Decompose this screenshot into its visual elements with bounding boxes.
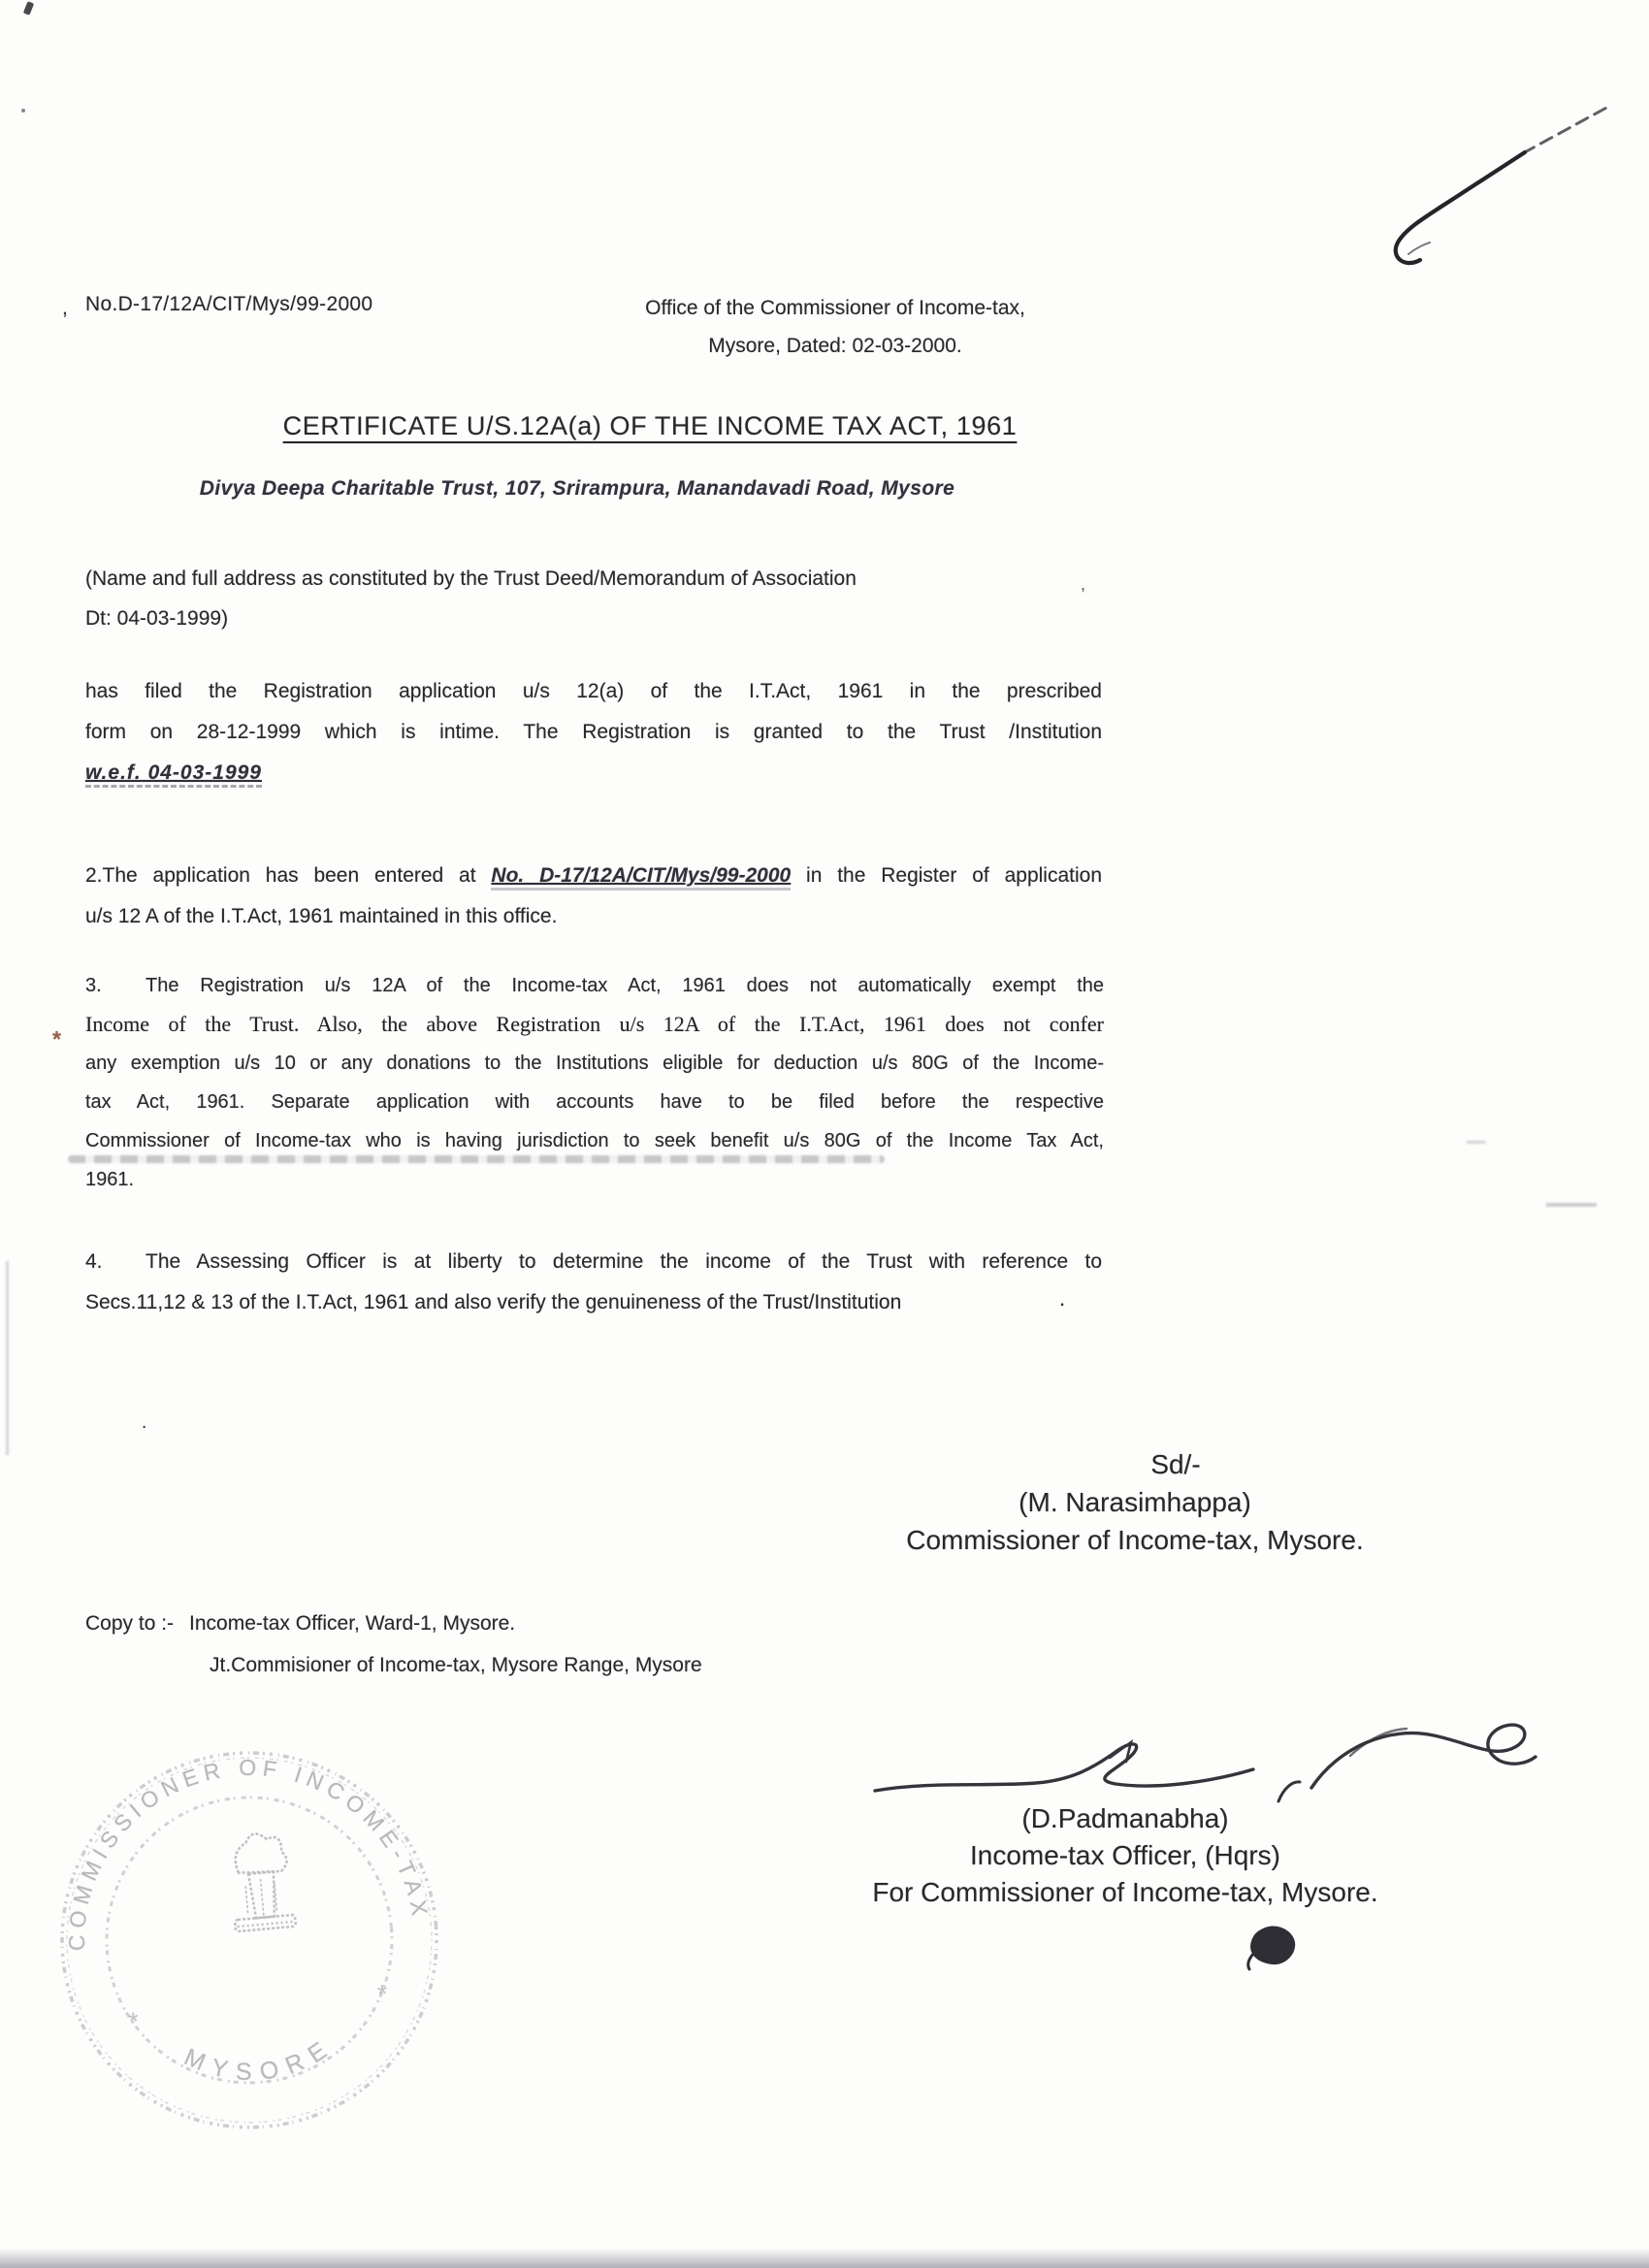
checkmark-tick-icon [1396,107,1608,263]
signature-block-ito [834,1800,1416,1911]
para3-line1-text: The Registration u/s 12A of the Income-tax Act, 1961 does not automatically exempt the [146,975,1104,996]
scan-speck-topleft [23,1,34,16]
paragraph-3 [85,966,1104,1199]
para4-line1 [85,1242,1102,1282]
scan-edge-line [6,1261,9,1455]
paragraph-4 [85,1242,1102,1323]
sd-note: Sd/- [1150,1449,1201,1479]
para4-line2: Secs.11,12 & 13 of the I.T.Act, 1961 and also verify the genuineness of the Trust/Institution [85,1291,902,1313]
para2-line1 [85,856,1102,896]
para3-number: 3. [85,975,102,996]
signature-block-commissioner [854,1445,1416,1559]
official-round-stamp [47,1737,452,2143]
para4-number: 4. [85,1250,103,1273]
signer1-name: (M. Narasimhappa) [1018,1487,1251,1517]
scan-speck-comma: , [62,297,68,319]
ink-blot [1248,1927,1295,1969]
office-header-date: Mysore, Dated: 02-03-2000. [708,335,962,357]
para2-line2: u/s 12 A of the I.T.Act, 1961 maintained in this office. [85,905,558,927]
copy-to-block [85,1603,702,1686]
copy-to-line2: Jt.Commisioner of Income-tax, Mysore Range, Mysore [210,1654,702,1676]
paragraph-name-clause [85,559,1104,638]
para3-line5: Commissioner of Income-tax who is having jurisdiction to seek benefit u/s 80G of the Income Tax Act, [85,1130,1104,1151]
scan-speck-red-mark: * [52,1026,61,1052]
handwritten-signature [875,1725,1536,1801]
scan-smear-dash1 [1546,1203,1597,1207]
stamp-bottom-text: MYSORE [179,2031,340,2087]
para3-line3: any exemption u/s 10 or any donations to the Institutions eligible for deduction u/s 80G of the Income- [85,1053,1104,1074]
copy-to-line1: Income-tax Officer, Ward-1, Mysore. [189,1612,516,1635]
scan-speck-apostrophe: , [1081,574,1086,594]
para2-suffix: in the Register of application [791,864,1103,887]
para1-line1: has filed the Registration application u/s 12(a) of the I.T.Act, 1961 in the prescribed [85,680,1102,702]
scan-smear-dash2 [1467,1141,1486,1144]
stamp-star-right: * [376,1978,389,2009]
name-clause-line: (Name and full address as constituted by the Trust Deed/Memorandum of Association [85,567,857,590]
copy-to-row1 [85,1603,702,1644]
office-header-line1: Office of the Commissioner of Income-tax, [645,297,1025,319]
svg-text:COMMISSIONER OF INCOME-TAX [48,1739,434,1954]
stamp-star-left: * [127,2006,141,2037]
scan-speck-dot2: . [142,1412,147,1433]
para3-line2: Income of the Trust. Also, the above Registration u/s 12A of the I.T.Act, 1961 does not confer [85,1012,1104,1036]
para2-prefix: 2.The application has been entered at [85,864,492,887]
para3-line4: tax Act, 1961. Separate application with accounts have to be filed before the respective [85,1091,1104,1113]
scan-smear-underline [68,1155,885,1163]
paragraph-registration [85,671,1102,794]
para2-register-number: No. D-17/12A/CIT/Mys/99-2000 [491,864,791,891]
para1-wef-line [85,753,1102,794]
name-clause-date: Dt: 04-03-1999) [85,607,229,630]
signer2-for-line: For Commissioner of Income-tax, Mysore. [872,1877,1378,1907]
paragraph-2 [85,856,1102,937]
wef-date: w.e.f. 04-03-1999 [85,761,262,788]
copy-to-label: Copy to :- [85,1612,175,1635]
scan-dot-topleft [21,109,25,113]
signer2-name: (D.Padmanabha) [1021,1803,1229,1833]
stamp-ring-text: COMMISSIONER OF INCOME-TAX [63,1754,435,1952]
para1-line2: form on 28-12-1999 which is intime. The Registration is granted to the Trust /Institution [85,721,1102,743]
para3-line6: 1961. [85,1169,135,1190]
certificate-title: CERTIFICATE U/S.12A(a) OF THE INCOME TAX ACT, 1961 [282,411,1018,440]
para3-line1 [85,966,1104,1005]
svg-text:MYSORE [178,2030,342,2092]
scan-bottom-edge [0,2249,1649,2268]
signer2-designation: Income-tax Officer, (Hqrs) [969,1840,1280,1870]
para4-line1-text: The Assessing Officer is at liberty to determine the income of the Trust with reference to [146,1250,1102,1273]
trust-name-line: Divya Deepa Charitable Trust, 107, Srirampura, Manandavadi Road, Mysore [199,477,955,500]
signer1-designation: Commissioner of Income-tax, Mysore. [906,1525,1364,1555]
scan-speck-period: . [1059,1286,1066,1311]
reference-number: No.D-17/12A/CIT/Mys/99-2000 [85,293,373,315]
office-header [599,289,1071,365]
ashoka-emblem-icon [228,1831,296,1932]
